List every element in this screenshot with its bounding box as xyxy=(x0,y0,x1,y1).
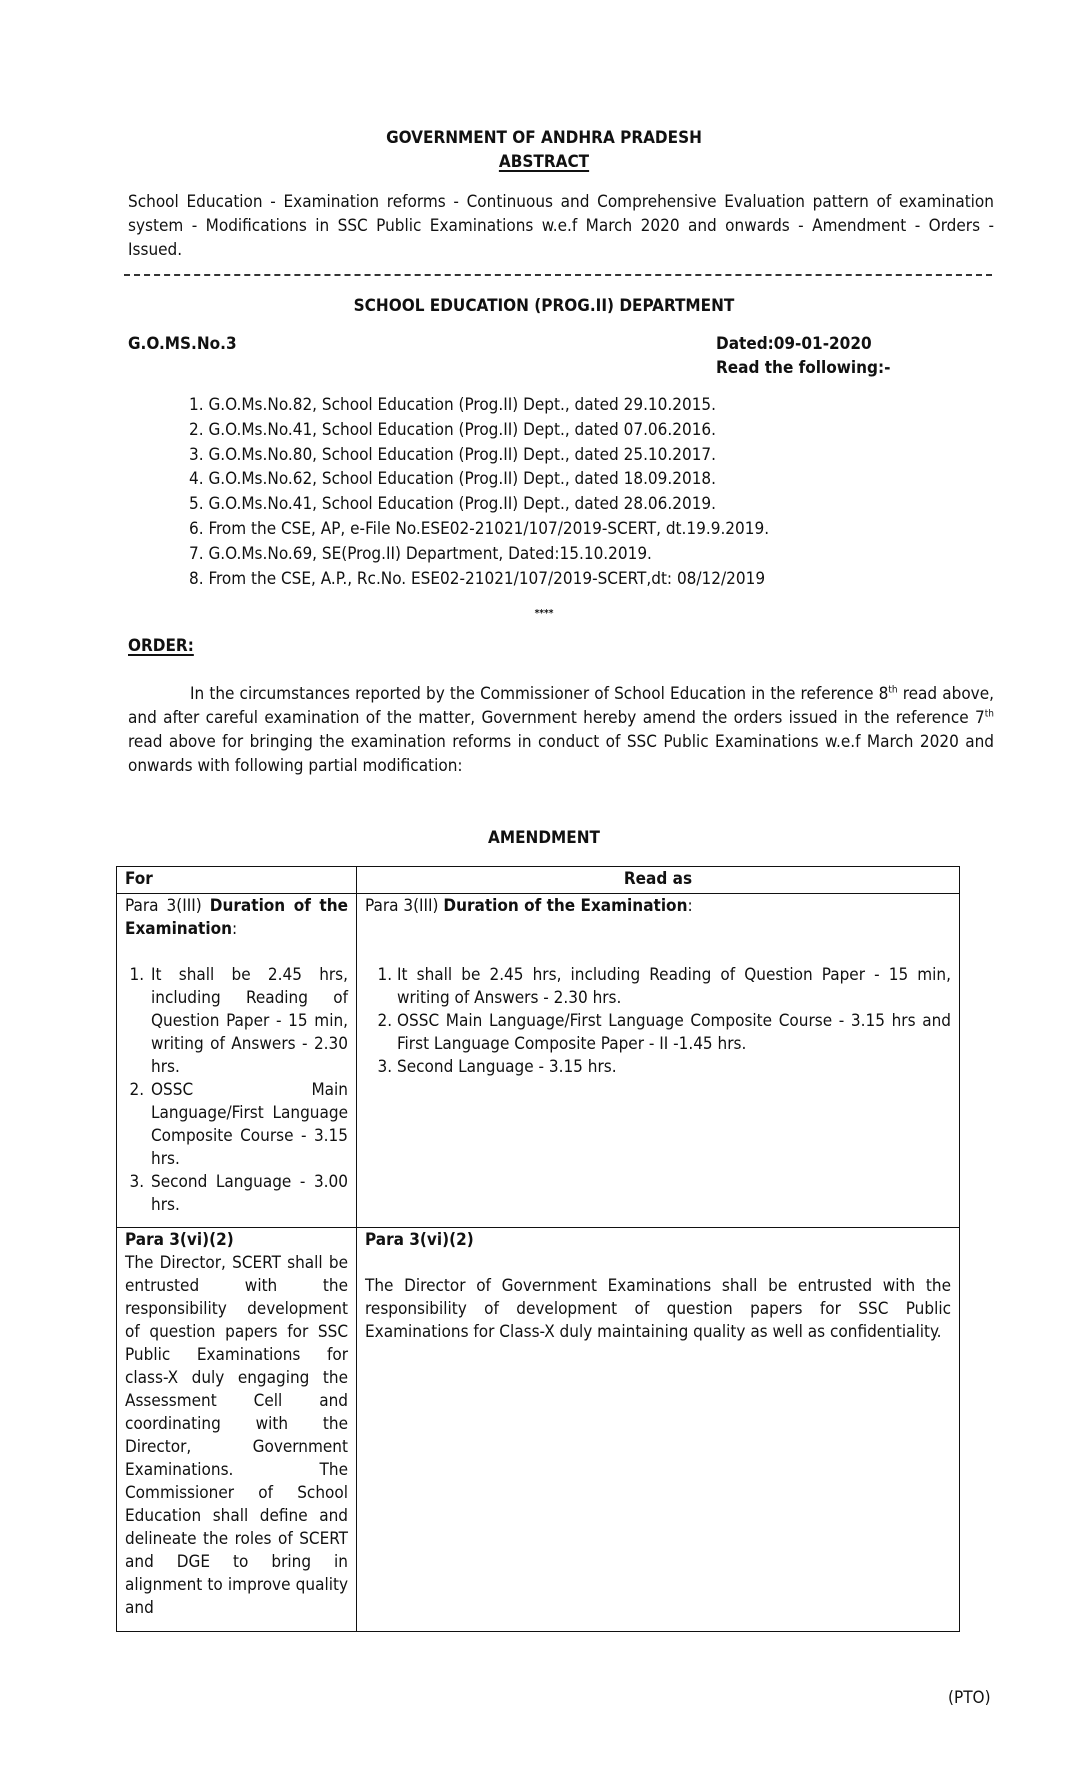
para-number: Para 3(III) xyxy=(125,896,210,916)
order-text-part: read above, and after careful examination of the matter, Government hereby amend the orders issued in the reference 7 xyxy=(128,684,995,728)
cell-for xyxy=(117,894,357,1228)
reference-item: 5. G.O.Ms.No.41, School Education (Prog.II) Dept., dated 28.06.2019. xyxy=(189,494,717,515)
ordinal-suffix: th xyxy=(888,684,898,696)
table-row xyxy=(117,1228,960,1632)
para-suffix: : xyxy=(687,896,693,916)
order-heading-label: ORDER: xyxy=(128,636,194,656)
amendment-heading: AMENDMENT xyxy=(488,828,600,848)
reference-item: 4. G.O.Ms.No.62, School Education (Prog.II) Dept., dated 18.09.2018. xyxy=(189,469,717,490)
order-text-part: In the circumstances reported by the Commissioner of School Education in the reference 8 xyxy=(190,684,889,704)
section-separator: **** xyxy=(534,608,554,619)
reference-item: 3. G.O.Ms.No.80, School Education (Prog.II) Dept., dated 25.10.2017. xyxy=(189,444,717,465)
amendment-table xyxy=(116,866,960,1632)
table-header-row xyxy=(117,867,960,894)
para-text: The Director, SCERT shall be entrusted with the responsibility development of question papers for SSC Public Examinations for class-X duly engaging the Assessment Cell and coordinating with the Director, Government Examinations. The Commissioner of School Education shall define and delineate the roles of SCERT and DGE to bring in alignment to improve quality and xyxy=(125,1253,348,1618)
cell-read-as xyxy=(357,894,960,1228)
table-row xyxy=(117,894,960,1228)
order-text-part: read above for bringing the examination reforms in conduct of SSC Public Examinations w.e.f March 2020 and onwards with following partial modification: xyxy=(128,732,994,776)
page-turn-over-note: (PTO) xyxy=(948,1688,991,1708)
para-suffix: : xyxy=(231,919,238,939)
ordinal-suffix: th xyxy=(984,708,994,720)
abstract-heading xyxy=(0,150,1088,174)
duration-list xyxy=(125,964,348,1217)
reference-item: 8. From the CSE, A.P., Rc.No. ESE02-21021/107/2019-SCERT,dt: 08/12/2019 xyxy=(189,568,766,589)
reference-item: 2. G.O.Ms.No.41, School Education (Prog.II) Dept., dated 07.06.2016. xyxy=(189,419,717,440)
department-heading: SCHOOL EDUCATION (PROG.II) DEPARTMENT xyxy=(353,296,735,316)
para-heading: Para 3(vi)(2) xyxy=(125,1230,234,1250)
para-heading xyxy=(365,895,951,918)
para-heading xyxy=(125,895,348,941)
list-item: 3. Second Language - 3.15 hrs. xyxy=(397,1056,951,1079)
reference-item: 7. G.O.Ms.No.69, SE(Prog.II) Department, Dated:15.10.2019. xyxy=(189,543,652,564)
read-following-label: Read the following:- xyxy=(716,358,891,378)
list-item: 3. Second Language - 3.00 hrs. xyxy=(149,1171,348,1217)
order-heading xyxy=(128,634,194,658)
cell-read-as xyxy=(357,1228,960,1632)
order-paragraph xyxy=(128,682,994,778)
subject-text: School Education - Examination reforms - Continuous and Comprehensive Evaluation pattern of examination system - Modifications in SSC Public Examinations w.e.f March 2020 and onwards - Amendment - Orders - Issued. xyxy=(128,192,994,260)
list-item: 1. It shall be 2.45 hrs, including Reading of Question Paper - 15 min, writing of Answers - 2.30 hrs. xyxy=(397,964,951,1010)
list-item: 1. It shall be 2.45 hrs, including Reading of Question Paper - 15 min, writing of Answers - 2.30 hrs. xyxy=(149,964,348,1079)
go-number: G.O.MS.No.3 xyxy=(128,334,237,354)
abstract-label: ABSTRACT xyxy=(498,152,590,172)
order-date: Dated:09-01-2020 xyxy=(716,334,872,354)
government-heading: GOVERNMENT OF ANDHRA PRADESH xyxy=(386,128,702,148)
duration-list xyxy=(365,964,951,1079)
reference-item: 1. G.O.Ms.No.82, School Education (Prog.II) Dept., dated 29.10.2015. xyxy=(189,395,717,415)
dashed-divider xyxy=(124,274,992,276)
reference-list xyxy=(189,393,989,591)
para-title: Duration of the Examination xyxy=(125,896,348,939)
para-number: Para 3(III) xyxy=(365,896,444,916)
para-text: The Director of Government Examinations shall be entrusted with the responsibility of development of question papers for SSC Public Examinations for Class-X duly maintaining quality as well as confidentiality. xyxy=(365,1276,951,1342)
para-title: Duration of the Examination xyxy=(443,896,688,916)
column-header-read-as: Read as xyxy=(357,867,960,894)
para-heading: Para 3(vi)(2) xyxy=(365,1230,474,1250)
cell-for xyxy=(117,1228,357,1632)
list-item: 2. OSSC Main Language/First Language Composite Course - 3.15 hrs. xyxy=(149,1079,348,1171)
reference-item: 6. From the CSE, AP, e-File No.ESE02-21021/107/2019-SCERT, dt.19.9.2019. xyxy=(189,518,770,539)
list-item: 2. OSSC Main Language/First Language Composite Course - 3.15 hrs and First Language Composite Paper - II -1.45 hrs. xyxy=(397,1010,951,1056)
column-header-for: For xyxy=(117,867,357,894)
